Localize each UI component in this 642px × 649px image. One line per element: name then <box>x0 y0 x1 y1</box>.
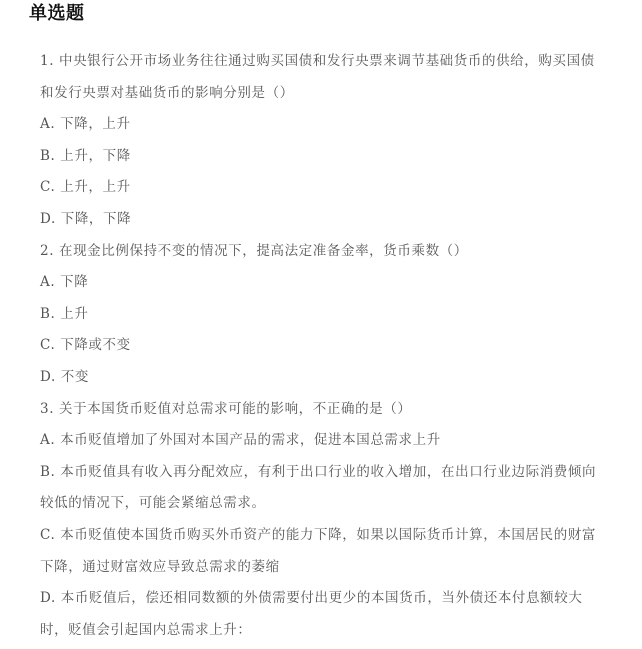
question-3 <box>40 394 606 647</box>
question-2-option-c[interactable]: C. 下降或不变 <box>40 337 131 354</box>
question-3-option-d[interactable] <box>40 583 606 646</box>
question-1 <box>40 46 606 236</box>
question-2 <box>40 236 606 394</box>
question-1-option-b[interactable]: B. 上升，下降 <box>40 147 131 164</box>
question-3-option-a-line-1: A. 本币贬值增加了外国对本国产品的需求，促进本国总需求上升 <box>40 432 441 449</box>
question-list <box>40 46 606 646</box>
question-3-option-a[interactable] <box>40 425 606 457</box>
question-3-option-d-line-2: 时，贬值会引起国内总需求上升： <box>40 621 252 638</box>
question-2-option-d[interactable]: D. 不变 <box>40 368 89 385</box>
section-title: 单选题 <box>29 3 85 24</box>
question-1-stem-line-2: 和发行央票对基础货币的影响分别是（） <box>40 84 294 101</box>
question-3-stem-line-1: 3. 关于本国货币贬值对总需求可能的影响，不正确的是（） <box>40 400 412 417</box>
question-3-option-c[interactable] <box>40 520 606 583</box>
question-1-stem-line-1: 1. 中央银行公开市场业务往往通过购买国债和发行央票来调节基础货币的供给，购买国债 <box>40 53 595 69</box>
question-2-option-a[interactable]: A. 下降 <box>40 274 89 291</box>
question-3-option-b[interactable] <box>40 457 606 520</box>
question-3-option-c-line-2: 下降，通过财富效应导致总需求的萎缩 <box>40 558 280 575</box>
question-1-option-d[interactable]: D. 下降，下降 <box>40 210 132 227</box>
question-2-option-b[interactable]: B. 上升 <box>40 305 89 322</box>
question-1-option-a[interactable]: A. 下降，上升 <box>40 116 131 133</box>
question-3-option-c-line-1: C. 本币贬值使本国货币购买外币资产的能力下降，如果以国际货币计算，本国居民的财富 <box>40 526 597 543</box>
question-1-option-c[interactable]: C. 上升，上升 <box>40 179 131 196</box>
question-3-option-b-line-2: 较低的情况下，可能会紧缩总需求。 <box>40 495 266 512</box>
question-3-option-b-line-1: B. 本币贬值具有收入再分配效应，有利于出口行业的收入增加，在出口行业边际消费倾向 <box>40 463 597 480</box>
question-3-option-d-line-1: D. 本币贬值后，偿还相同数额的外债需要付出更少的本国货币，当外债还本付息额较大 <box>40 590 583 607</box>
question-2-stem-line-1: 2. 在现金比例保持不变的情况下，提高法定准备金率，货币乘数（） <box>40 242 468 259</box>
